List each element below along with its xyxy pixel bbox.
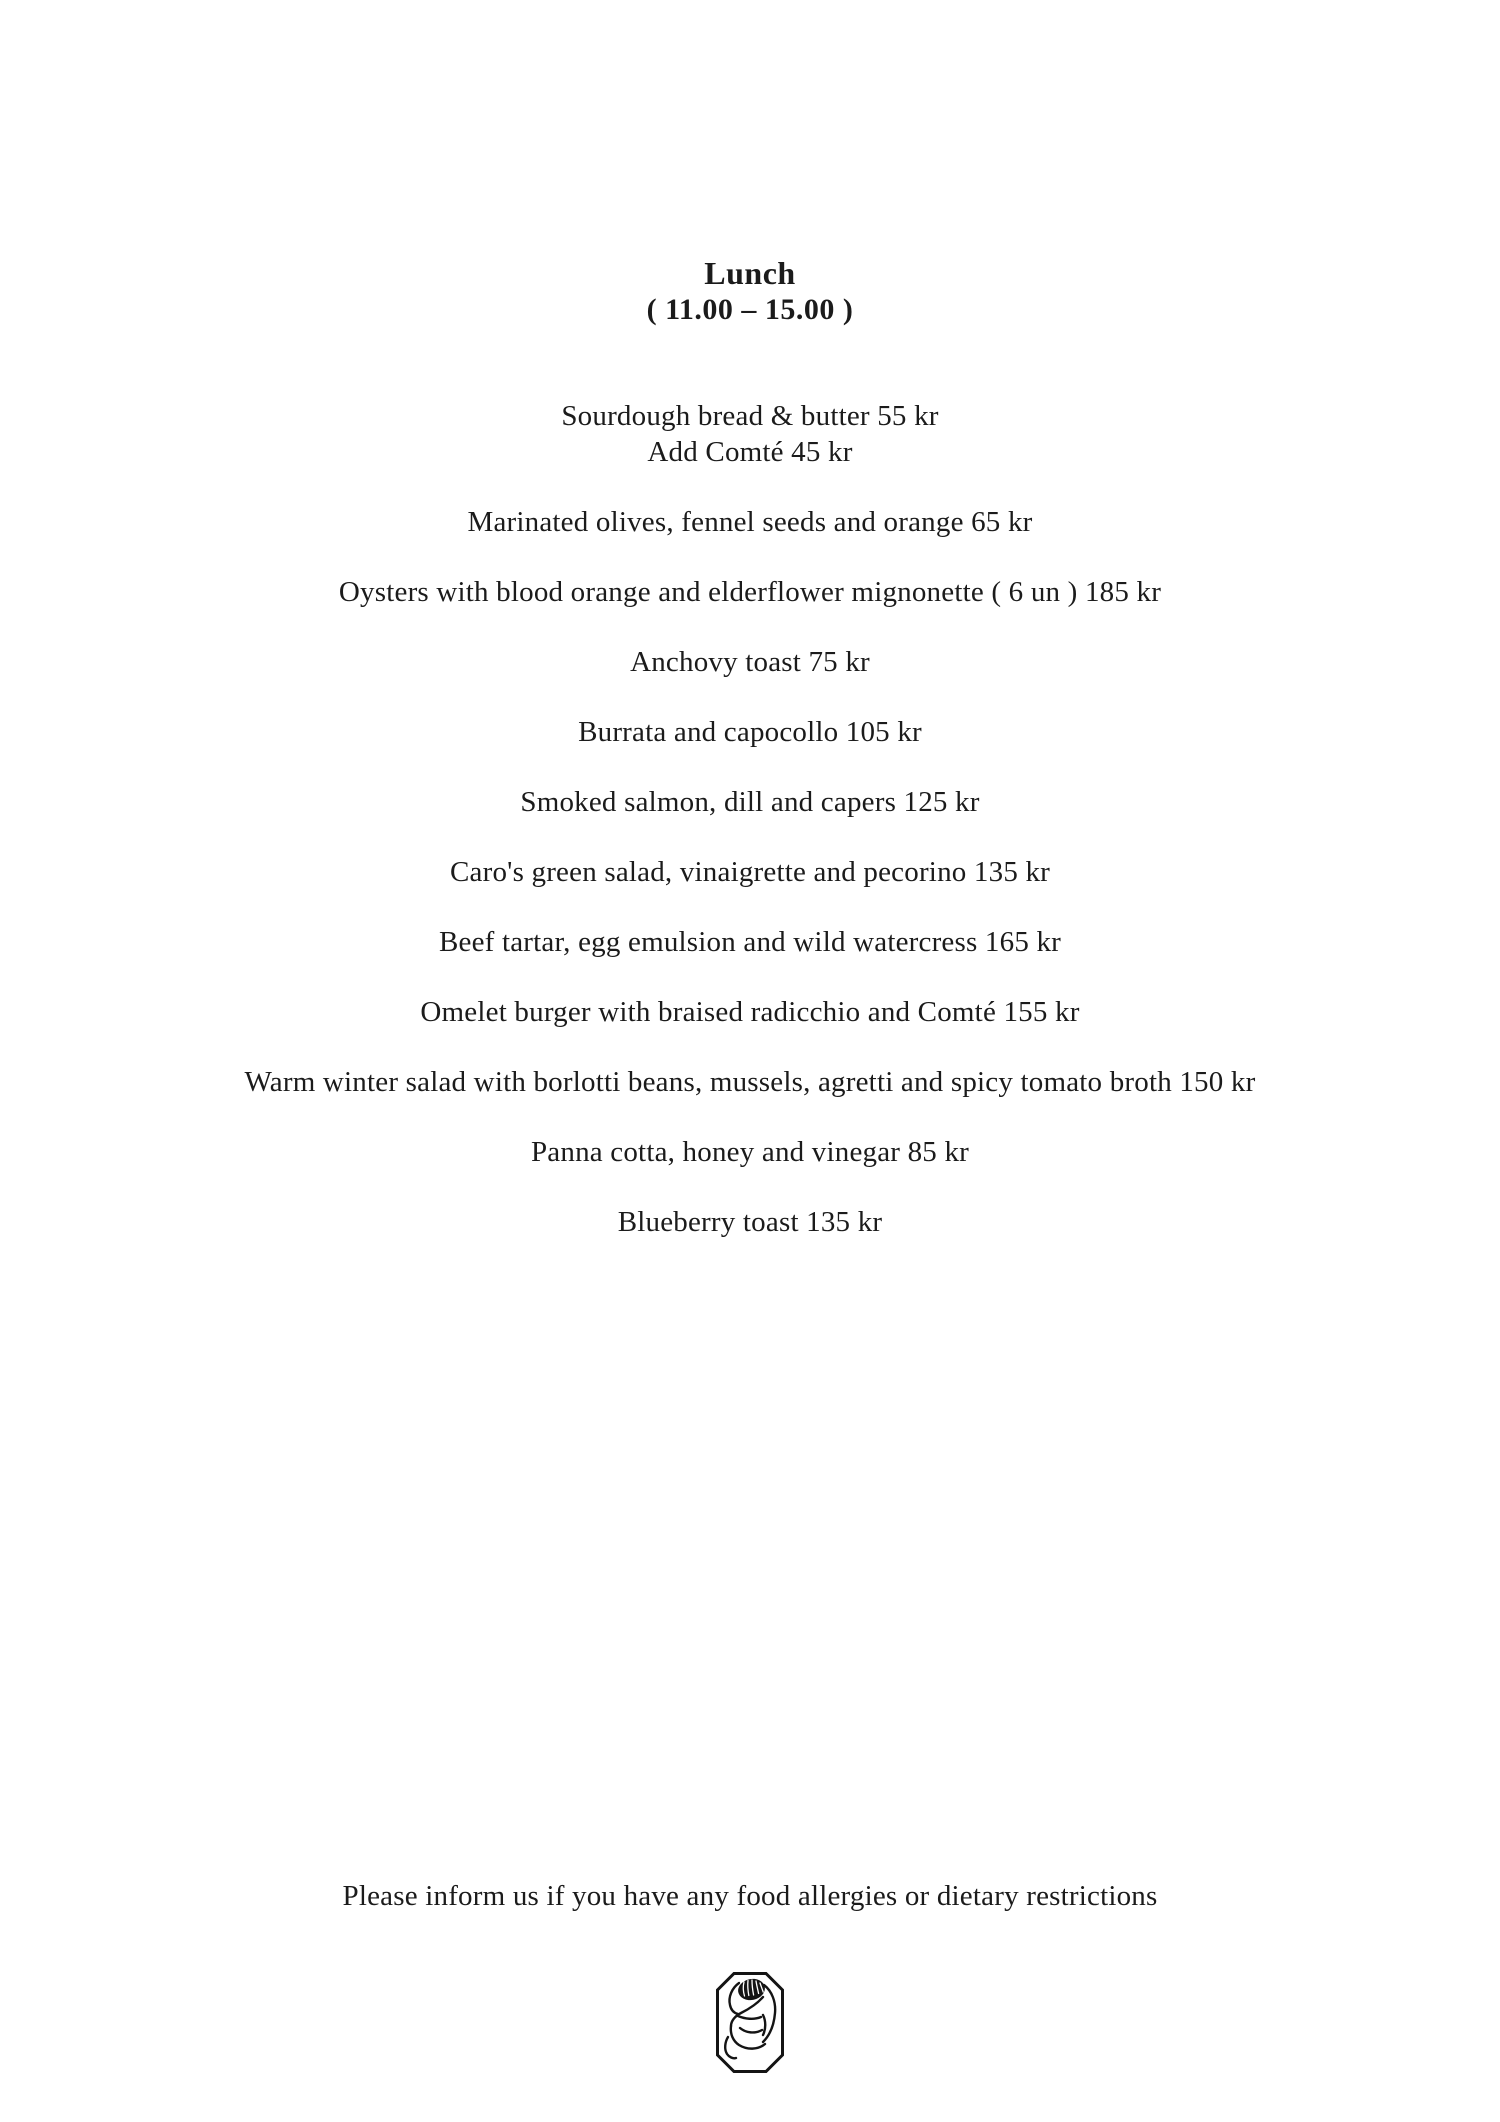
menu-item: Burrata and capocollo 105 kr: [578, 716, 922, 748]
menu-item: Panna cotta, honey and vinegar 85 kr: [530, 1136, 970, 1168]
menu-item: Smoked salmon, dill and capers 125 kr: [520, 786, 980, 818]
menu-item: Marinated olives, fennel seeds and orange 65 kr: [467, 506, 1033, 538]
menu-item: Anchovy toast 75 kr: [630, 646, 870, 678]
menu-item: Sourdough bread & butter 55 kr: [561, 400, 939, 432]
menu-header: [0, 254, 1500, 328]
restaurant-logo: [0, 1971, 1500, 2074]
serving-hours: ( 11.00 – 15.00 ): [646, 293, 854, 326]
menu-item-addon: Add Comté 45 kr: [647, 436, 853, 468]
menu-item: Oysters with blood orange and elderflower mignonette ( 6 un ) 185 kr: [338, 576, 1162, 608]
menu-item: Omelet burger with braised radicchio and Comté 155 kr: [420, 996, 1080, 1028]
allergy-note: Please inform us if you have any food allergies or dietary restrictions: [342, 1880, 1158, 1912]
menu-item: Warm winter salad with borlotti beans, mussels, agretti and spicy tomato broth 150 kr: [244, 1066, 1256, 1098]
menu-item: Beef tartar, egg emulsion and wild watercress 165 kr: [438, 926, 1062, 958]
seated-figure-icon: [715, 1971, 785, 2074]
menu-list: [0, 398, 1500, 1240]
menu-item: Caro's green salad, vinaigrette and pecorino 135 kr: [449, 856, 1051, 888]
menu-item: Blueberry toast 135 kr: [617, 1206, 883, 1238]
page-title: Lunch: [704, 255, 796, 291]
